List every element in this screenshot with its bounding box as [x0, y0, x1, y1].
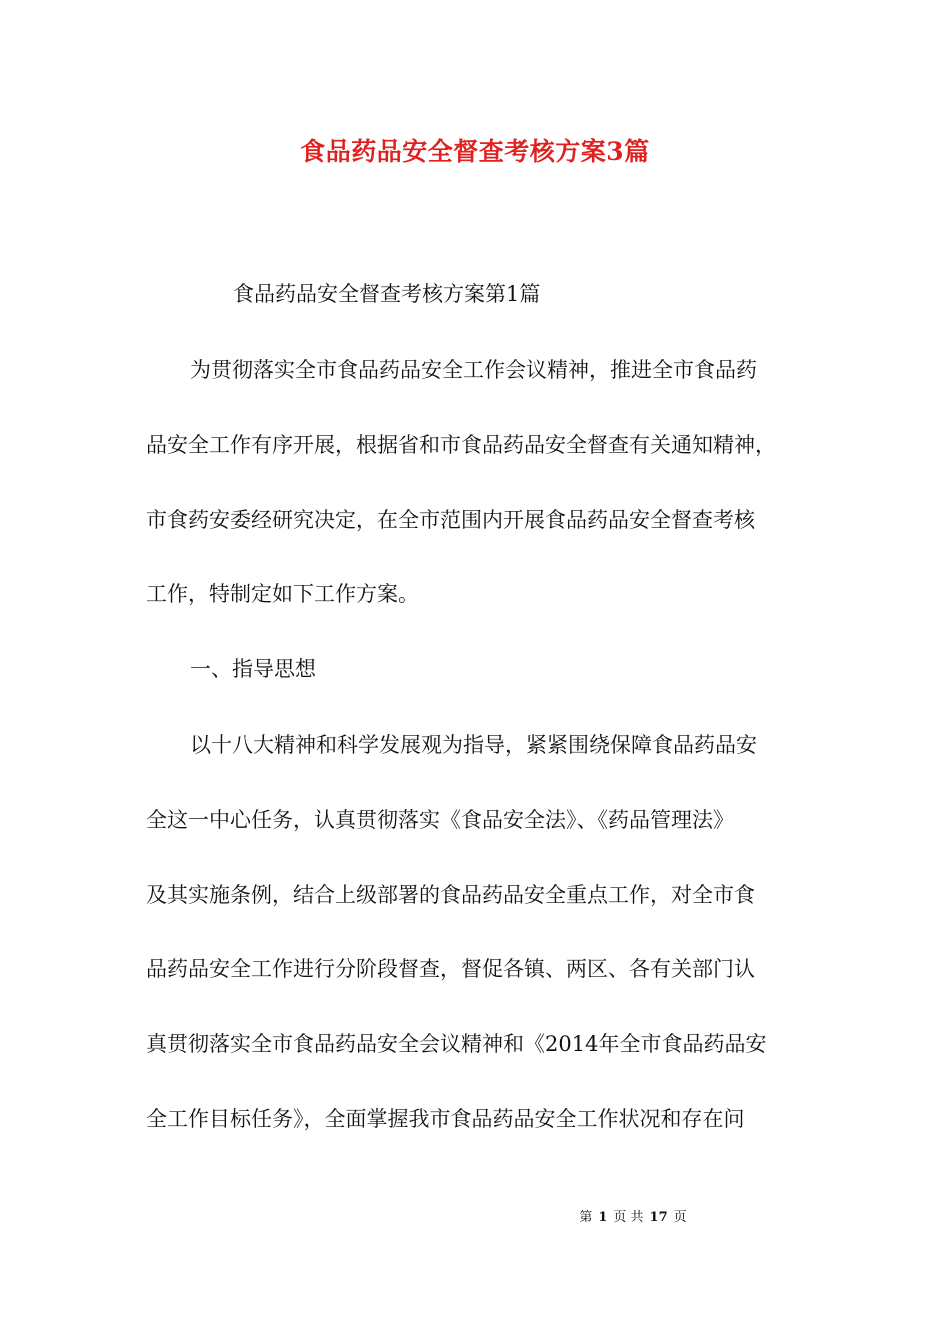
- page-footer: [0, 1206, 950, 1225]
- section-subtitle: 食品药品安全督查考核方案第1篇: [233, 282, 541, 306]
- paragraph-line: 品安全工作有序开展，根据省和市食品药品安全督查有关通知精神，: [146, 433, 776, 457]
- paragraph-line: 全这一中心任务，认真贯彻落实《食品安全法》、《药品管理法》: [146, 808, 734, 832]
- footer-middle: 页 共: [613, 1210, 644, 1225]
- paragraph-line: 为贯彻落实全市食品药品安全工作会议精神，推进全市食品药: [190, 358, 757, 382]
- paragraph-line: 及其实施条例，结合上级部署的食品药品安全重点工作，对全市食: [146, 883, 755, 907]
- paragraph-line: 全工作目标任务》，全面掌握我市食品药品安全工作状况和存在问: [146, 1107, 745, 1131]
- paragraph-line: 工作，特制定如下工作方案。: [146, 582, 419, 606]
- footer-suffix: 页: [673, 1210, 687, 1225]
- footer-page-number: 1: [598, 1210, 608, 1225]
- footer-prefix: 第: [579, 1210, 593, 1225]
- paragraph-line: 真贯彻落实全市食品药品安全会议精神和《2014年全市食品药品安: [146, 1032, 767, 1056]
- paragraph-line: 品药品安全工作进行分阶段督查，督促各镇、两区、各有关部门认: [146, 957, 755, 981]
- footer-total-pages: 17: [649, 1210, 668, 1225]
- paragraph-line: 市食药安委经研究决定，在全市范围内开展食品药品安全督查考核: [146, 508, 755, 532]
- section-heading: 一、指导思想: [190, 657, 316, 681]
- document-title: 食品药品安全督查考核方案3篇: [300, 137, 650, 166]
- paragraph-line: 以十八大精神和科学发展观为指导，紧紧围绕保障食品药品安: [190, 733, 757, 757]
